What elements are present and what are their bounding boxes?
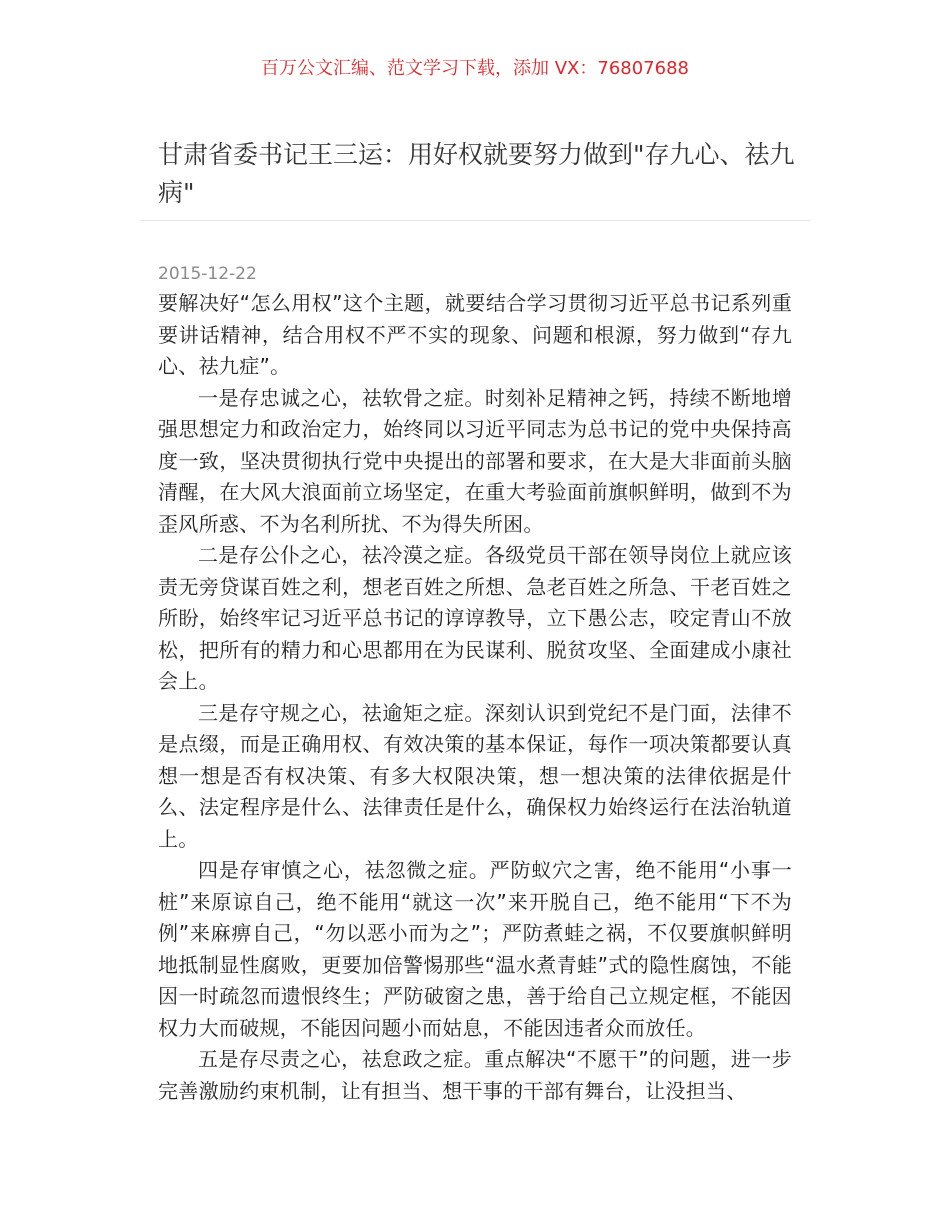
intro-paragraph: 要解决好“怎么用权”这个主题，就要结合学习贯彻习近平总书记系列重要讲话精神，结合用权不严不实的现象、问题和根源，努力做到“存九心、祛九症”。	[158, 291, 792, 378]
paragraph-responsibility: 五是存尽责之心，祛怠政之症。重点解决“不愿干”的问题，进一步完善激励约束机制，让有担当、想干事的干部有舞台，让没担当、	[158, 1047, 792, 1103]
watermark-banner: 百万公文汇编、范文学习下载，添加 VX：76807688	[261, 58, 689, 79]
publish-date: 2015-12-22	[158, 264, 257, 284]
paragraph-rules: 三是存守规之心，祛逾矩之症。深刻认识到党纪不是门面，法律不是点缀，而是正确用权、有效决策的基本保证，每作一项决策都要认真想一想是否有权决策、有多大权限决策，想一想决策的法律依据是什么、法定程序是什么、法律责任是什么，确保权力始终运行在法治轨道上。	[158, 700, 792, 851]
paragraph-loyalty: 一是存忠诚之心，祛软骨之症。时刻补足精神之钙，持续不断地增强思想定力和政治定力，始终同以习近平同志为总书记的党中央保持高度一致，坚决贯彻执行党中央提出的部署和要求，在大是大非面前头脑清醒，在大风大浪面前立场坚定，在重大考验面前旗帜鲜明，做到不为歪风所惑、不为名利所扰、不为得失所困。	[158, 385, 792, 536]
article-title: 甘肃省委书记王三运：用好权就要努力做到"存九心、祛九病"	[158, 140, 795, 207]
title-divider	[140, 220, 810, 221]
article-body	[158, 288, 792, 1107]
paragraph-prudence: 四是存审慎之心，祛忽微之症。严防蚁穴之害，绝不能用“小事一桩”来原谅自己，绝不能用“就这一次”来开脱自己，绝不能用“下不为例”来麻痹自己，“勿以恶小而为之”；严防煮蛙之祸，不仅要旗帜鲜明地抵制显性腐败，更要加倍警惕那些“温水煮青蛙”式的隐性腐蚀，不能因一时疏忽而遗恨终生；严防破窗之患，善于给自己立规定框，不能因权力大而破规，不能因问题小而姑息，不能因违者众而放任。	[158, 858, 792, 1040]
paragraph-public-servant: 二是存公仆之心，祛冷漠之症。各级党员干部在领导岗位上就应该责无旁贷谋百姓之利，想老百姓之所想、急老百姓之所急、干老百姓之所盼，始终牢记习近平总书记的谆谆教导，立下愚公志，咬定青山不放松，把所有的精力和心思都用在为民谋利、脱贫攻坚、全面建成小康社会上。	[158, 543, 792, 693]
